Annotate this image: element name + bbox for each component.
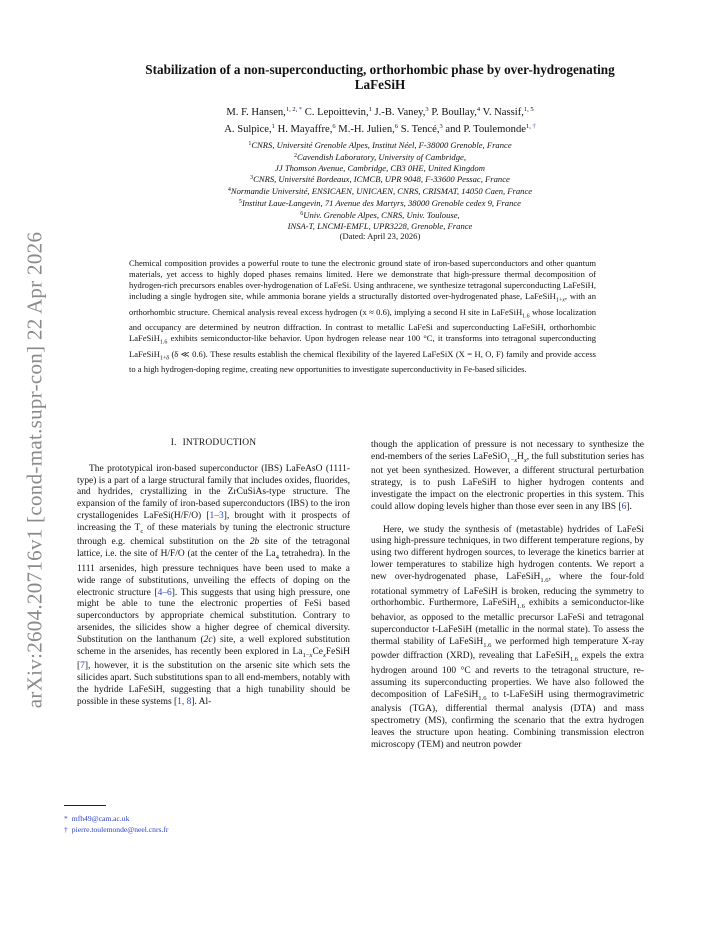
- section-heading: [77, 438, 350, 450]
- affiliation-number: 4: [227, 187, 231, 194]
- section-number: I.: [170, 438, 177, 448]
- affiliation-line: [100, 221, 660, 232]
- affiliation-text: INSA-T, LNCMI-EMFL, UPR3228, Grenoble, France: [287, 220, 473, 231]
- author-affil-sup: 1: [368, 106, 372, 113]
- author-affil-sup: 1, 2, *: [285, 106, 303, 113]
- affiliation-text: CNRS, Université Bordeaux, ICMCB, UPR 9048, F-33600 Pessac, France: [253, 174, 510, 185]
- footnote-mark: †: [64, 825, 68, 834]
- affiliation-text: CNRS, Université Grenoble Alpes, Institut Néel, F-38000 Grenoble, France: [251, 140, 512, 150]
- footnote-email[interactable]: pierre.toulemonde@neel.cnrs.fr: [71, 825, 169, 834]
- left-column: [77, 438, 350, 708]
- section-title: INTRODUCTION: [182, 438, 257, 448]
- formula: LaFeSiH$_{1.6}$: [444, 689, 487, 702]
- formula: $LaFeSiO_{1-x}H_x$: [472, 451, 527, 464]
- author-affil-sup: 6: [394, 123, 399, 130]
- author-affil-sup: 4: [476, 106, 481, 113]
- author-name: A. Sulpice,: [224, 124, 272, 135]
- formula: LaFeSiH$_{1.6}$: [129, 333, 168, 346]
- author-affil-sup: 3: [439, 123, 443, 130]
- arxiv-sidebar-stamp: [20, 230, 50, 710]
- site-label: (2c): [200, 634, 216, 645]
- affiliation-list: [100, 139, 660, 242]
- affiliation-text: Normandie Université, ENSICAEN, UNICAEN, CNRS, CRISMAT, 14050 Caen, France: [230, 186, 533, 197]
- affiliation-line: [100, 139, 660, 151]
- formula: LaFeSiH$_{1.6}$: [491, 306, 530, 320]
- footnote: [64, 824, 168, 835]
- formula: $La_4$: [265, 549, 279, 562]
- citation[interactable]: [6]: [618, 501, 630, 512]
- formula: LaFeSiH$_{1.6}$: [449, 636, 492, 649]
- author-name: J.-B. Vaney,: [374, 107, 426, 118]
- affiliation-number: 3: [250, 175, 254, 182]
- author-affil-sup: 1, †: [525, 123, 536, 130]
- symbol: $T_c$: [134, 522, 144, 535]
- citation[interactable]: [1, 8]: [174, 696, 195, 707]
- affiliation-text: Cavendish Laboratory, University of Cambridge,: [296, 151, 466, 162]
- author-affil-sup: 1: [271, 123, 275, 130]
- author-affil-sup: 6: [332, 123, 336, 130]
- affiliation-number: 2: [293, 152, 297, 159]
- author-name: M. F. Hansen,: [226, 107, 286, 118]
- author-name: H. Mayaffre,: [277, 124, 333, 135]
- footnote-email[interactable]: mfh49@cam.ac.uk: [71, 814, 130, 823]
- dated-line: (Dated: April 23, 2026): [339, 231, 421, 242]
- formula: LaFeSiH$_{1.6}$: [535, 651, 579, 664]
- corresponding-mark: †: [532, 123, 536, 130]
- affiliation-line: [100, 151, 660, 163]
- formula: $La_{1-x}Ce_xFeSiH$: [292, 646, 350, 659]
- affiliation-number: 1: [248, 141, 252, 147]
- affiliation-number: 5: [239, 198, 242, 205]
- footnote-mark: *: [64, 814, 68, 823]
- citation[interactable]: [4–6]: [154, 587, 175, 598]
- affiliation-text: JJ Thomson Avenue, Cambridge, CB3 0HE, United Kingdom: [275, 162, 485, 173]
- intro-paragraph-2: though the application of pressure is not necessary to synthesize the end-members of the series $LaFeSiO_{1-x}H_x$, the full substitution series has not yet been synthesized. However, a different structural perturbation strategy, is to push LaFeSiH to higher hydrogen contents and investigate the impact on the electronic properties in this system. This could allow doping levels higher than those ever seen in any IBS [6].: [371, 440, 644, 512]
- citation[interactable]: [1–3]: [206, 510, 227, 521]
- right-column: [371, 440, 644, 751]
- citation[interactable]: [7]: [77, 661, 89, 672]
- affiliation-line: [100, 163, 660, 174]
- formula: LaFeSiH$_{1.6}$: [482, 598, 525, 611]
- arxiv-identifier[interactable]: arXiv:2604.20716v1 [cond-mat.supr-con] 22 Apr 2026: [22, 231, 47, 709]
- title-line-2: LaFeSiH: [354, 77, 406, 92]
- abstract: [129, 258, 596, 375]
- footnote-rule: [64, 805, 106, 806]
- formula: LaFeSiH$_{1+x}$: [524, 290, 565, 304]
- author-name: V. Nassif,: [482, 107, 524, 118]
- footnotes: [64, 813, 168, 835]
- author-list: [120, 103, 640, 137]
- author-affil-sup: 3: [425, 106, 429, 113]
- affiliation-line: [100, 185, 660, 197]
- corresponding-mark: *: [298, 106, 303, 113]
- author-affil-sup: 1, 5: [523, 106, 534, 113]
- author-name: S. Tencé,: [400, 124, 440, 135]
- formula: LaFeSiH$_{1+\delta}$: [129, 348, 170, 362]
- affiliation-line: [100, 197, 660, 209]
- affiliation-line: [100, 173, 660, 185]
- intro-paragraph-1: The prototypical iron-based superconductor (IBS) LaFeAsO (1111-type) is a part of a large structural family that includes oxides, fluorides, and hydrides, crystallizing in the ZrCuSiAs-type structure. The expansion of the family of iron-based superconductors (IBS) to the iron crystallogenides LaFeSi(H/F/O) [1–3], brought with it prospects of increasing the $T_c$ of these materials by tuning the electronic structure through e.g. chemical substitution on the 2b site of the tetragonal lattice, i.e. the site of H/F/O (at the center of the $La_4$ tetrahedra). In the 1111 arsenides, high pressure techniques have been used to make a wide range of substitutions, unveiling the effects of doping on the electronic structure [4–6]. This suggests that using high pressure, one might be able to tune the electronic properties of FeSi based superconductors by appropriate chemical substitution. Contrary to arsenides, the silicides show a higher degree of chemical diversity. Substitution on the lanthanum (2c) site, a well explored substitution scheme in the arsenides, has recently been explored in $La_{1-x}Ce_xFeSiH$ [7], however, it is the substitution on the arsenic site which sets the silicides apart. Such substitutions span to all end-members, notably with the hydride LaFeSiH, suggesting that a high tunability should be possible in these systems [1, 8]. Al-: [77, 463, 351, 707]
- author-name: P. Boullay,: [431, 107, 477, 118]
- paper-title: [80, 62, 680, 92]
- affiliation-text: Institut Laue-Langevin, 71 Avenue des Martyrs, 38000 Grenoble cedex 9, France: [242, 197, 521, 208]
- author-name: M.-H. Julien,: [338, 124, 395, 135]
- author-name: C. Lepoittevin,: [304, 107, 369, 118]
- intro-paragraph-3: Here, we study the synthesis of (metastable) hydrides of LaFeSi using high-pressure techniques, in two different temperature regions, by using two different hydrogen sources, to leverage the kinetics barrier at lower temperatures to stabilize high hydrogen contents. We report a new over-hydrogenated phase, LaFeSiH$_{1.6}$, where the four-fold rotational symmetry of LaFeSiH is broken, reducing the symmetry to orthorhombic. Furthermore, LaFeSiH$_{1.6}$ exhibits a semiconductor-like behavior, as opposed to the metallic precursor LaFeSi and tetragonal superconductor t-LaFeSiH (metallic in the normal state). To assess the thermal stability of LaFeSiH$_{1.6}$ we performed high temperature X-ray powder diffraction (XRD), revealing that LaFeSiH$_{1.6}$ expels the extra hydrogen around 100 °C and reverts to the tetragonal structure, re-assuming its superconducting properties. We have also followed the decomposition of LaFeSiH$_{1.6}$ to t-LaFeSiH using thermogravimetric analysis (TGA), differential thermal analysis (DTA) and mass spectrometry (MS), confirming the scenario that the extra hydrogen leaves the structure upon heating. Combining transmission electron microscopy (TEM) and neutron powder: [371, 524, 645, 750]
- affiliation-number: 6: [300, 210, 304, 217]
- formula: LaFeSiH$_{1.6}$: [506, 571, 549, 584]
- author-name: and P. Toulemonde: [445, 124, 526, 135]
- affiliation-text: Univ. Grenoble Alpes, CNRS, Univ. Toulouse,: [303, 209, 460, 220]
- title-line-1: Stabilization of a non-superconducting, orthorhombic phase by over-hydrogenating: [145, 62, 615, 77]
- site-label: 2b site: [249, 537, 278, 548]
- affiliation-line: [100, 209, 660, 221]
- abstract-text: Chemical composition provides a powerful route to tune the electronic ground state of iron-based superconductors and other quantum materials, yet access to highly doped phases remains limited. Here we demonstrate that high-pressure thermal decomposition of hydrogen-rich precursors enables over-hydrogenation of LaFeSi. Using anthracene, we synthesize tetragonal superconducting LaFeSiH, including a single hydrogen site, while ammonia borane yields a structurally distorted over-hydrogenated phase, LaFeSiH$_{1+x}$, with an orthorhombic structure. Chemical analysis reveal excess hydrogen (x ≈ 0.6), implying a second H site in LaFeSiH$_{1.6}$ whose localization and occupancy are determined by neutron diffraction. In contrast to metallic LaFeSi and superconducting LaFeSiH, orthorhombic LaFeSiH$_{1.6}$ exhibits semiconductor-like behavior. Upon hydrogen release near 100 °C, it transforms into tetragonal superconducting LaFeSiH$_{1+\delta}$ (δ ≪ 0.6). These results establish the chemical flexibility of the layered LaFeSiX (X = H, O, F) family and provide access to a high hydrogen-doping regime, creating new opportunities to investigate superconductivity in Fe-based silicides.: [129, 258, 596, 375]
- footnote: [64, 813, 168, 824]
